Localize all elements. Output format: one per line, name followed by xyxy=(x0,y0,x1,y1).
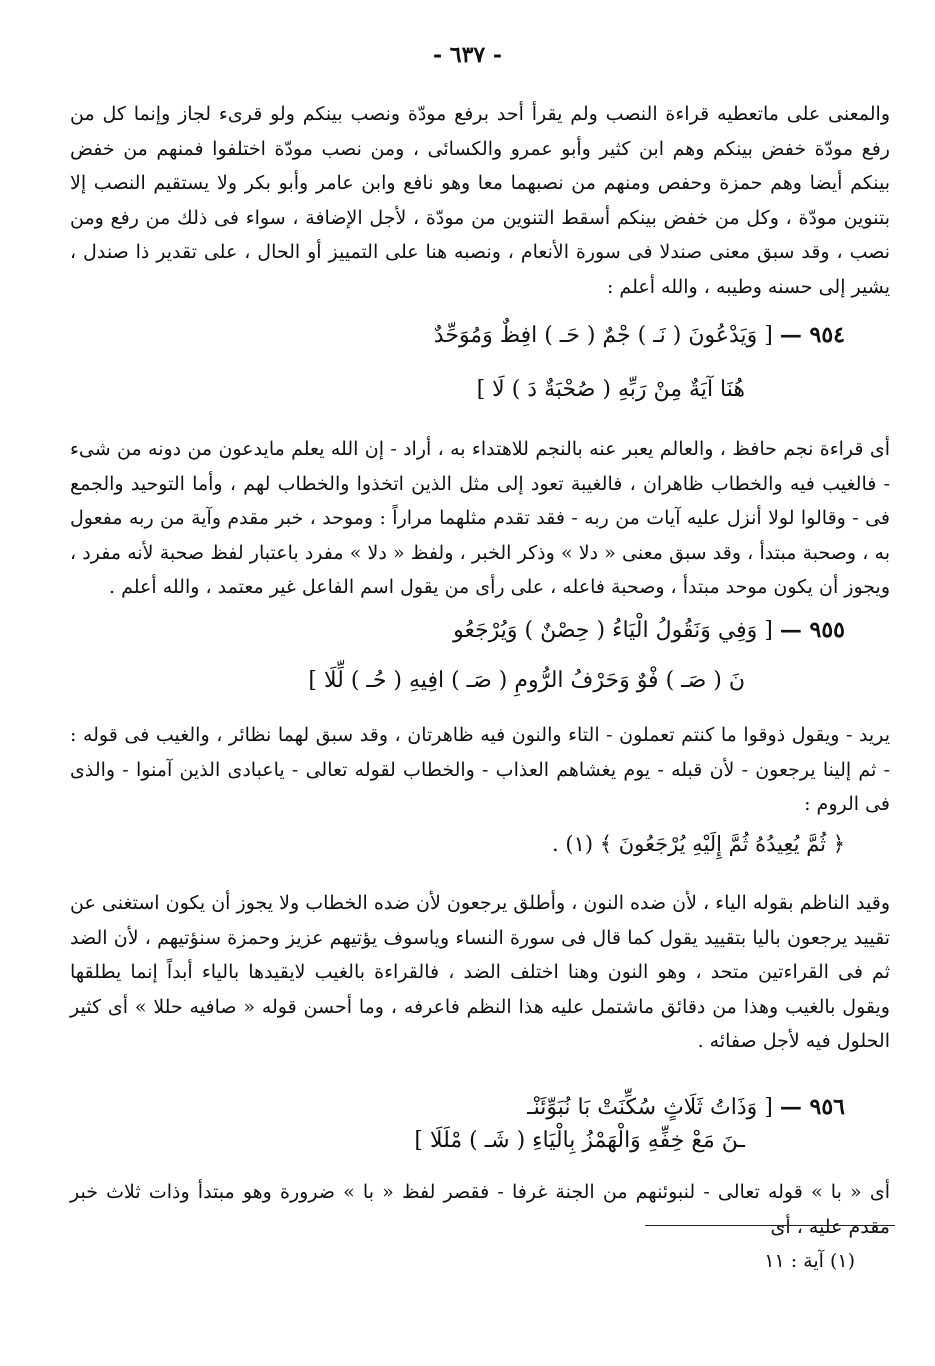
verse-955-number: ٩٥٥ — xyxy=(779,617,845,643)
footnote: (١) آية : ١١ xyxy=(764,1250,855,1272)
verse-954-number: ٩٥٤ — xyxy=(779,322,845,348)
verse-954-line1 xyxy=(434,322,845,348)
paragraph-1: والمعنى على ماتعطيه قراءة النصب ولم يقرأ أحد برفع مودّة ونصب بينكم ولو قرىء لجاز وإنما كل من رفع مودّة خفض بينكم وهم ابن كثير وأبو عمرو والكسائى ، ومن نصب مودّة اختلفوا فمنهم من خفض بينكم أيضا وهم حمزة وحفص ومنهم من نصبهما معا وهو نافع وابن عامر وأبو بكر ولا يستقيم النصب إلا بتنوين مودّة ، وكل من خفض بينكم أسقط التنوين من مودّة ، لأجل الإضافة ، سواء فى ذلك من رفع ومن نصب ، وقد سبق معنى صندلا فى سورة الأنعام ، ونصبه هنا على التمييز أو الحال ، على تقدير ذا صندل ، يشير إلى حسنه وطيبه ، والله أعلم : xyxy=(70,103,890,298)
page-number: - ٦٣٧ - xyxy=(432,42,503,68)
verse-956-hemistich2: ـنَ مَعْ خِفِّهِ وَالْهَمْزُ بِالْيَاءِ ( شَـ ) مْلَلَا ] xyxy=(414,1128,745,1153)
verse-956-hemistich1: [ وَذَاتُ ثَلَاثٍ سُكِّنَتْ بَا نُبَوِّئَنْـ xyxy=(527,1095,773,1120)
paragraph-4: وقيد الناظم بقوله الياء ، لأن ضده النون ، وأطلق يرجعون لأن ضده الخطاب ولا يجوز أن يكون استغنى عن تقييد يرجعون باليا بتقييد يقول كما قال فى سورة النساء وياسوف يؤتيهم عزيز وحمزة سنؤتيهم ، لأن الضد ثم فى القراءتين متحد ، وهو النون وهنا اختلف الضد ، فالقراءة بالغيب لايقيدها بالياء أبداً إنما يطلقها ويقول بالغيب وهذا من دقائق ماشتمل عليه هذا النظم فاعرفه ، وما أحسن قوله « صافيه حللا » أى كثير الحلول فيه لأجل صفائه . xyxy=(70,892,890,1052)
quran-quote: ﴿ ثُمَّ يُعِيدُهُ ثُمَّ إِلَيْهِ يُرْجَعُونَ ﴾ (١) . xyxy=(552,832,845,856)
paragraph-2: أى قراءة نجم حافظ ، والعالم يعبر عنه بالنجم للاهتداء به ، أراد - إن الله يعلم مايدعون من دونه من شىء - فالغيب فيه والخطاب ظاهران ، فالغيبة تعود إلى مثل الذين اتخذوا والخطاب لهم ، وأما التوحيد والجمع فى - وقالوا لولا أنزل عليه آيات من ربه - فقد تقدم مثلهما مراراً : وموحد ، خبر مقدم وآية من ربه مفعول به ، وصحبة مبتدأ ، وقد سبق معنى « دلا » وذكر الخبر ، ولفظ « دلا » مفرد باعتبار لفظ صحبة لأنه مفرد ، ويجوز أن يكون موحد مبتدأ ، وصحبة فاعله ، على رأى من يقول اسم الفاعل غير معتمد ، والله أعلم . xyxy=(70,438,890,598)
footnote-divider xyxy=(645,1225,895,1226)
verse-955-hemistich1: [ وَفِي وَنَقُولُ الْيَاءُ ( حِصْنٌ ) وَيُرْجَعُو xyxy=(453,618,773,643)
verse-956-number: ٩٥٦ — xyxy=(779,1094,845,1120)
verse-955-hemistich2: نَ ( صَـ ) فْوٌ وَحَرْفُ الرُّومِ ( صَـ ) افِيهِ ( حُـ ) لِّلَا ] xyxy=(308,668,745,693)
verse-956-line1 xyxy=(527,1094,845,1120)
paragraph-3: يريد - ويقول ذوقوا ما كنتم تعملون - التاء والنون فيه ظاهرتان ، وقد سبق لهما نظائر ، والغيب فى قوله : - ثم إلينا يرجعون - لأن قبله - يوم يغشاهم العذاب - والخطاب لقوله تعالى - ياعبادى الذين آمنوا - والذى فى الروم : xyxy=(70,724,890,815)
verse-955-line1 xyxy=(453,617,845,643)
verse-954-hemistich1: [ وَيَدْعُونَ ( نَـ ) جْمٌ ( حَـ ) افِظٌ وَمُوَحِّدٌ xyxy=(433,323,773,348)
paragraph-5: أى « با » قوله تعالى - لنبوئنهم من الجنة غرفا - فقصر لفظ « با » ضرورة وهو مبتدأ وذات ثلاث خبر مقدم عليه ، أى xyxy=(70,1181,890,1238)
verse-954-hemistich2: هُنَا آيَةٌ مِنْ رَبِّهِ ( صُحْبَةٌ دَ ) لَا ] xyxy=(476,377,745,402)
